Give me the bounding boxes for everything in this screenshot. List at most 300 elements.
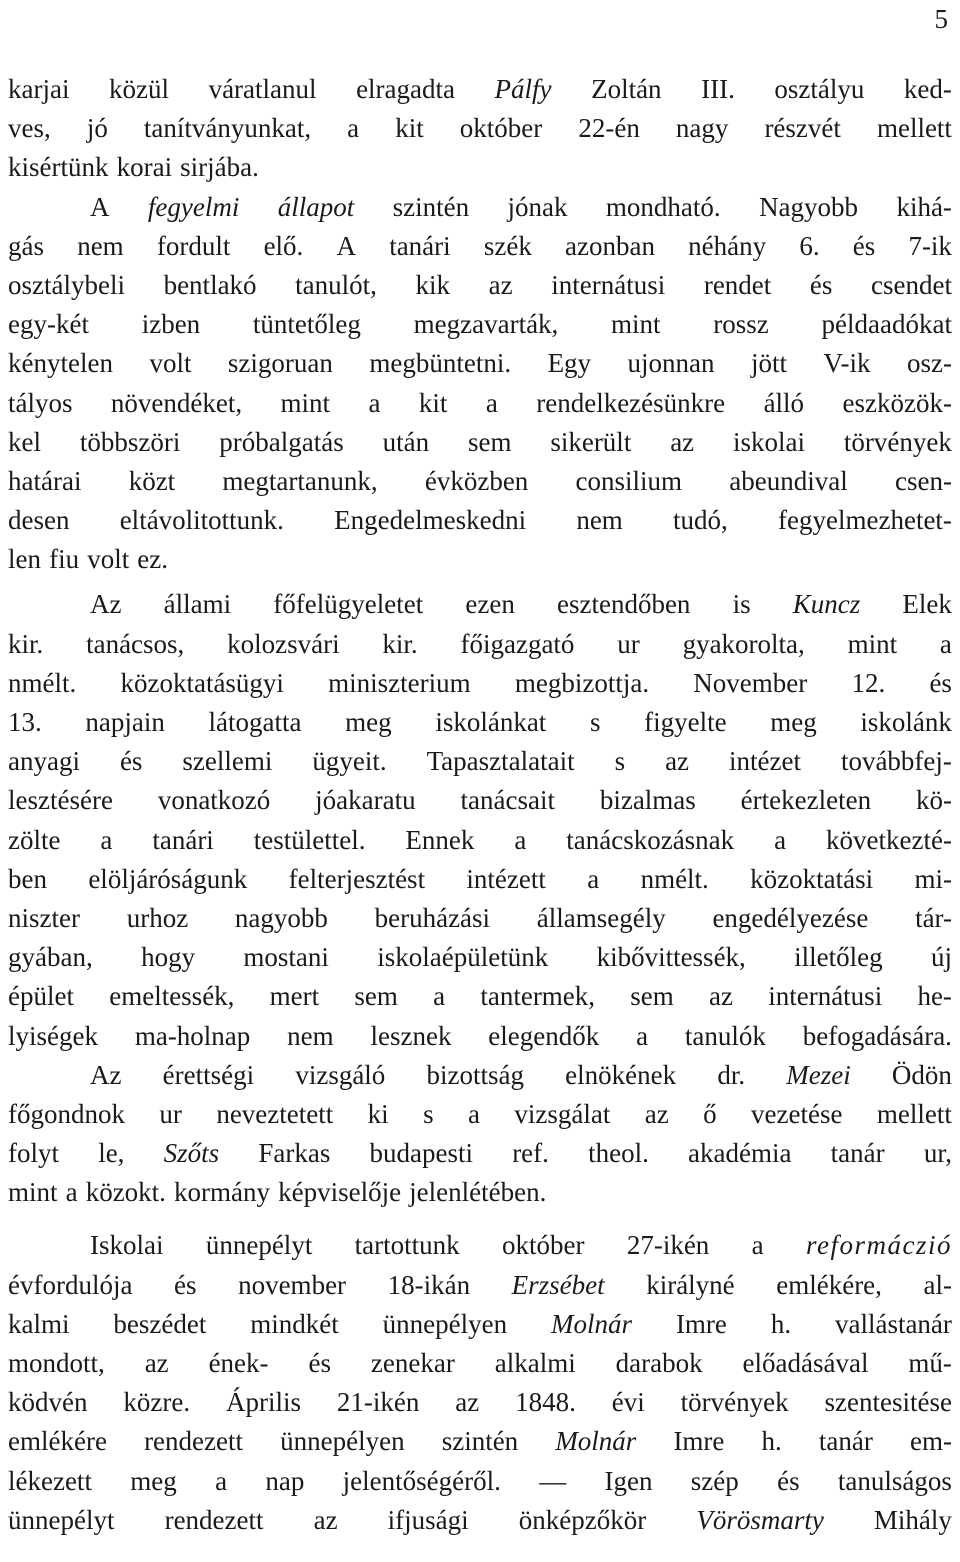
word: után [382, 426, 430, 457]
word: tanár [830, 1138, 885, 1169]
word: 18-ikán [387, 1269, 471, 1300]
word: is [732, 589, 751, 620]
word: kolozsvári [227, 628, 340, 659]
text-line [8, 585, 952, 624]
emphasized-word: Mezei [786, 1059, 851, 1090]
word: akadémia [688, 1138, 792, 1169]
word: mint [611, 309, 661, 340]
word: folyt [8, 1138, 59, 1169]
word: mellett [876, 1098, 952, 1129]
word: he- [917, 981, 952, 1012]
word: szintén [441, 1426, 519, 1457]
word: rendelkezésünkre [536, 387, 726, 418]
word: karjai [8, 74, 70, 104]
word: s [614, 746, 626, 777]
word: Egy [547, 348, 592, 379]
text-line [8, 625, 952, 664]
word: vallástanár [834, 1308, 952, 1339]
word: Mihály [873, 1504, 952, 1535]
word: internátusi [551, 269, 666, 300]
word: osztályu [774, 74, 865, 104]
word: 22-én [578, 113, 640, 144]
word: kénytelen [8, 348, 113, 379]
text-line [8, 1266, 952, 1305]
word: többszöri [79, 426, 181, 457]
word: tartottunk [354, 1230, 460, 1261]
word: 21-ikén [336, 1387, 420, 1418]
text-line [8, 1095, 952, 1134]
text-line [8, 1226, 952, 1265]
word: kel [8, 426, 41, 457]
word: lékezett [8, 1465, 92, 1496]
word: mint [8, 1177, 58, 1208]
word: s [589, 707, 601, 737]
word: lesznek [370, 1020, 452, 1051]
word: és [119, 746, 143, 777]
word: és [174, 1269, 197, 1300]
text-line [8, 384, 952, 423]
word: szellemi [182, 746, 273, 777]
word: lesztésére [8, 785, 113, 816]
word: sem [354, 981, 398, 1012]
word: és [308, 1348, 331, 1378]
word: megzavarták, [413, 309, 559, 340]
word: miniszterium [328, 667, 471, 698]
word: nap [265, 1465, 305, 1496]
word: Nagyobb [759, 191, 859, 222]
word: törvények [843, 426, 952, 457]
word: bizalmas [599, 785, 696, 816]
word: mellett [876, 113, 952, 144]
word: internátusi [768, 981, 883, 1012]
word: váratlanul [208, 74, 317, 104]
word: tanulók [684, 1020, 766, 1051]
word: ezen [465, 589, 515, 620]
word: közt [128, 465, 176, 496]
word: értekezleten [740, 785, 872, 816]
word: kit [395, 113, 424, 144]
word: emlékére, [776, 1269, 882, 1300]
word: elnökének [565, 1059, 677, 1090]
word: meg [770, 707, 817, 737]
word: gyakorolta, [682, 628, 805, 659]
word: fordult [156, 230, 231, 261]
word: emlékére [8, 1426, 107, 1457]
word: október [459, 113, 543, 144]
word: rendet [703, 269, 772, 300]
word: sirjába. [180, 152, 259, 183]
word: és [777, 1465, 800, 1496]
emphasized-word: Molnár [551, 1308, 633, 1339]
text-line [8, 977, 952, 1016]
word: V-ik [823, 348, 871, 379]
word: államsegély [536, 902, 666, 933]
word: érettségi [162, 1059, 255, 1090]
text-line [8, 1056, 952, 1095]
word: kormány [174, 1177, 271, 1208]
word: megtartanunk, [222, 465, 378, 496]
text-line [8, 305, 952, 344]
text-line [8, 501, 952, 540]
word: a [65, 1177, 78, 1208]
word: tanulót, [295, 269, 377, 300]
word: október [502, 1230, 585, 1261]
word: ked- [903, 74, 952, 104]
word: a [485, 387, 498, 418]
word: szintén [392, 191, 470, 222]
word: látogatta [208, 707, 302, 737]
word: nagyobb [234, 902, 328, 933]
word: kir. [8, 628, 44, 659]
emphasized-word: Szőts [163, 1138, 220, 1169]
word: Igen [604, 1465, 653, 1496]
word: sem [467, 426, 512, 457]
word: ma-holnap [134, 1020, 251, 1051]
word: főgondnok [8, 1098, 125, 1129]
word: tanári [389, 230, 451, 261]
word: III. [701, 74, 735, 104]
word: testülettel. [253, 824, 366, 855]
word: tanácsait [460, 785, 555, 816]
word: a [347, 113, 360, 144]
emphasized-word: Vörösmarty [696, 1504, 824, 1535]
word: h. [770, 1308, 792, 1339]
word: a [215, 1465, 228, 1496]
word: ködvén [8, 1387, 88, 1418]
word: napjain [85, 707, 165, 737]
emphasized-word: Molnár [555, 1426, 637, 1457]
word: intézett [466, 863, 546, 894]
text-line [8, 423, 952, 462]
word: 12. [851, 667, 886, 698]
word: Ennek [405, 824, 475, 855]
word: engedélyezése [712, 902, 869, 933]
word: Iskolai [90, 1230, 164, 1261]
word: csen- [894, 465, 952, 496]
word: tantermek, [480, 981, 596, 1012]
word: határai [8, 465, 82, 496]
text-line [8, 227, 952, 266]
word: vizsgáló [295, 1059, 386, 1090]
text-line [8, 742, 952, 781]
word: a [751, 1230, 764, 1261]
text-line [8, 1383, 952, 1422]
word: a [587, 863, 600, 894]
word: 7-ik [908, 230, 952, 261]
word: 27-ikén [626, 1230, 710, 1261]
word: elegendők [488, 1020, 600, 1051]
word: izben [141, 309, 201, 340]
text-line [8, 188, 952, 227]
text-line [8, 1422, 952, 1461]
word: intézet [729, 746, 801, 777]
text-line [8, 462, 952, 501]
word: az [455, 1387, 480, 1418]
word: tanítványunkat, [143, 113, 312, 144]
text-line [8, 148, 952, 187]
word: évközben [424, 465, 529, 496]
word: kik [415, 269, 451, 300]
word: jelenlétében. [409, 1177, 547, 1208]
word: ünnepélyen [382, 1308, 508, 1339]
word: 13. [8, 707, 42, 737]
word: niszter [8, 902, 80, 933]
word: állami [163, 589, 232, 620]
word: jóakaratu [315, 785, 416, 816]
word: mondható. [605, 191, 721, 222]
word: királyné [646, 1269, 735, 1300]
word: illetőleg [794, 942, 883, 973]
text-line [8, 1462, 952, 1501]
word: osz- [906, 348, 952, 379]
word: elő. [263, 230, 304, 261]
word: zenekar [370, 1348, 455, 1378]
word: szék [483, 230, 532, 261]
word: Tapasztalatait [426, 746, 575, 777]
word: hogy [141, 942, 196, 973]
word: sem [630, 981, 674, 1012]
word: nmélt. [8, 667, 77, 698]
word: abeundival [729, 465, 848, 496]
text-line [8, 1017, 952, 1056]
word: példaadókat [821, 309, 952, 340]
word: le, [98, 1138, 125, 1169]
text-line [8, 70, 952, 109]
text-line [8, 664, 952, 703]
word: — [539, 1465, 567, 1496]
word: a [433, 981, 446, 1012]
word: rossz [713, 309, 769, 340]
word: a [468, 1098, 480, 1129]
word: mostani [243, 942, 329, 973]
emphasized-word: reformáczió [805, 1230, 952, 1261]
word: tanulságos [837, 1465, 952, 1496]
word: osztálybeli [8, 269, 125, 300]
word: figyelte [644, 707, 727, 737]
word: desen [8, 505, 70, 536]
word: mondott, [8, 1348, 105, 1378]
word: vizsgálat [514, 1098, 611, 1129]
text-line [8, 1305, 952, 1344]
word: megbizottja. [514, 667, 650, 698]
word: mű- [908, 1348, 952, 1378]
word: vonatkozó [157, 785, 271, 816]
word: fiu [49, 544, 80, 575]
text-line [8, 1134, 952, 1173]
word: Az [90, 589, 122, 620]
word: ünnepélyen [280, 1426, 405, 1457]
word: ur, [923, 1138, 952, 1169]
page-number: 5 [934, 4, 948, 34]
word: Farkas [258, 1138, 331, 1169]
word: mert [269, 981, 320, 1012]
word: tanácskozásnak [566, 824, 735, 855]
word: szigoruan [227, 348, 333, 379]
word: beszédet [113, 1308, 207, 1339]
word: iskolánkat [435, 707, 547, 737]
word: Elek [902, 589, 952, 620]
word: meg [345, 707, 392, 737]
text-line [8, 344, 952, 383]
word: 6. [799, 230, 820, 261]
word: előadásával [742, 1348, 869, 1378]
word: urhoz [126, 902, 189, 933]
word: zölte [8, 824, 61, 855]
word: mi- [914, 863, 952, 894]
word: jött [751, 348, 788, 379]
word: korai [116, 152, 173, 183]
word: mint [280, 387, 331, 418]
word: iskolai [733, 426, 806, 457]
word: és [809, 269, 833, 300]
word: meg [130, 1465, 177, 1496]
word: álló [763, 387, 805, 418]
word: dr. [717, 1059, 746, 1090]
word: Ödön [891, 1059, 952, 1090]
word: az [670, 426, 695, 457]
word: kalmi [8, 1308, 70, 1339]
word: november [238, 1269, 347, 1300]
text-line [8, 1501, 952, 1540]
word: törvények [680, 1387, 789, 1418]
word: főfelügyeletet [273, 589, 424, 620]
word: eltávolitottunk. [119, 505, 284, 536]
word: ő [703, 1098, 717, 1129]
word: közokt. [85, 1177, 166, 1208]
word: mindkét [250, 1308, 339, 1339]
word: rendezett [164, 1504, 264, 1535]
word: ujonnan [627, 348, 715, 379]
word: próbalgatás [219, 426, 344, 457]
word: Április [225, 1387, 301, 1418]
word: a [100, 824, 113, 855]
word: a [636, 1020, 649, 1051]
word: ur [159, 1098, 182, 1129]
word: épület [8, 981, 74, 1012]
word: tanár [818, 1426, 873, 1457]
word: A [336, 230, 356, 261]
word: jó [86, 113, 108, 144]
word: a [939, 628, 952, 659]
word: mint [847, 628, 898, 659]
word: következté- [826, 824, 952, 855]
word: volt [149, 348, 192, 379]
word: és [852, 230, 876, 261]
word: tár- [915, 902, 952, 933]
word: s [423, 1098, 434, 1129]
word: ben [8, 863, 47, 894]
word: szép [690, 1465, 739, 1496]
word: iskolaépületünk [377, 942, 549, 973]
word: neveztetett [216, 1098, 334, 1129]
word: esztendőben [556, 589, 691, 620]
word: A [90, 191, 110, 222]
word: ki [367, 1098, 389, 1129]
word: ünnepélyt [8, 1504, 115, 1535]
word: évi [611, 1387, 645, 1418]
word: az [144, 1348, 169, 1378]
word: az [488, 269, 513, 300]
word: szentesitése [824, 1387, 952, 1418]
text-line [8, 899, 952, 938]
text-line [8, 1173, 952, 1212]
word: em- [910, 1426, 952, 1457]
word: megbüntetni. [369, 348, 512, 379]
word: fegyelmezhetet- [778, 505, 952, 536]
text-line [8, 860, 952, 899]
word: közoktatásügyi [120, 667, 284, 698]
word: jelentőségéről. [342, 1465, 501, 1496]
word: befogadására. [802, 1020, 952, 1051]
word: továbbfej- [840, 746, 952, 777]
word: elragadta [356, 74, 455, 104]
text-line [8, 1344, 952, 1383]
word: ének- [208, 1348, 269, 1378]
word: közoktatási [750, 863, 874, 894]
word: néhány [688, 230, 767, 261]
word: közre. [123, 1387, 191, 1418]
emphasized-word: fegyelmi [147, 191, 240, 222]
word: kihá- [896, 191, 952, 222]
word: sikerült [550, 426, 632, 457]
word: iskolánk [860, 707, 952, 737]
word: ez. [137, 544, 169, 575]
word: kit [418, 387, 448, 418]
word: az [709, 981, 733, 1012]
word: és [929, 667, 952, 698]
word: ur [617, 628, 640, 659]
word: Az [90, 1059, 122, 1090]
word: eszközök- [842, 387, 952, 418]
word: tanácsos, [86, 628, 185, 659]
word: al- [923, 1269, 952, 1300]
word: vezetése [751, 1098, 843, 1129]
emphasized-word: állapot [277, 191, 355, 222]
word: önképzőkör [518, 1504, 647, 1535]
word: a [368, 387, 381, 418]
word: nem [576, 505, 623, 536]
word: bentlakó [163, 269, 257, 300]
word: jónak [507, 191, 568, 222]
word: kö- [915, 785, 952, 816]
emphasized-word: Erzsébet [511, 1269, 605, 1300]
word: nagy [675, 113, 729, 144]
word: nem [77, 230, 124, 261]
word: gyában, [8, 942, 93, 973]
word: az [644, 1098, 669, 1129]
word: Engedelmeskedni [334, 505, 527, 536]
word: budapesti [369, 1138, 473, 1169]
word: azonban [565, 230, 655, 261]
word: elöljáróságunk [88, 863, 248, 894]
word: a [514, 824, 527, 855]
word: évfordulója [8, 1269, 133, 1300]
word: bizottság [426, 1059, 524, 1090]
word: közül [109, 74, 170, 104]
word: rendezett [144, 1426, 243, 1457]
text-line [8, 821, 952, 860]
word: ügyeit. [312, 746, 387, 777]
word: új [930, 942, 952, 973]
word: növendéket, [110, 387, 243, 418]
word: a [774, 824, 787, 855]
word: gás [8, 230, 44, 261]
word: consilium [575, 465, 683, 496]
word: Imre [673, 1426, 725, 1457]
word: tályos [8, 387, 73, 418]
word: volt [87, 544, 130, 575]
word: Imre [675, 1308, 727, 1339]
